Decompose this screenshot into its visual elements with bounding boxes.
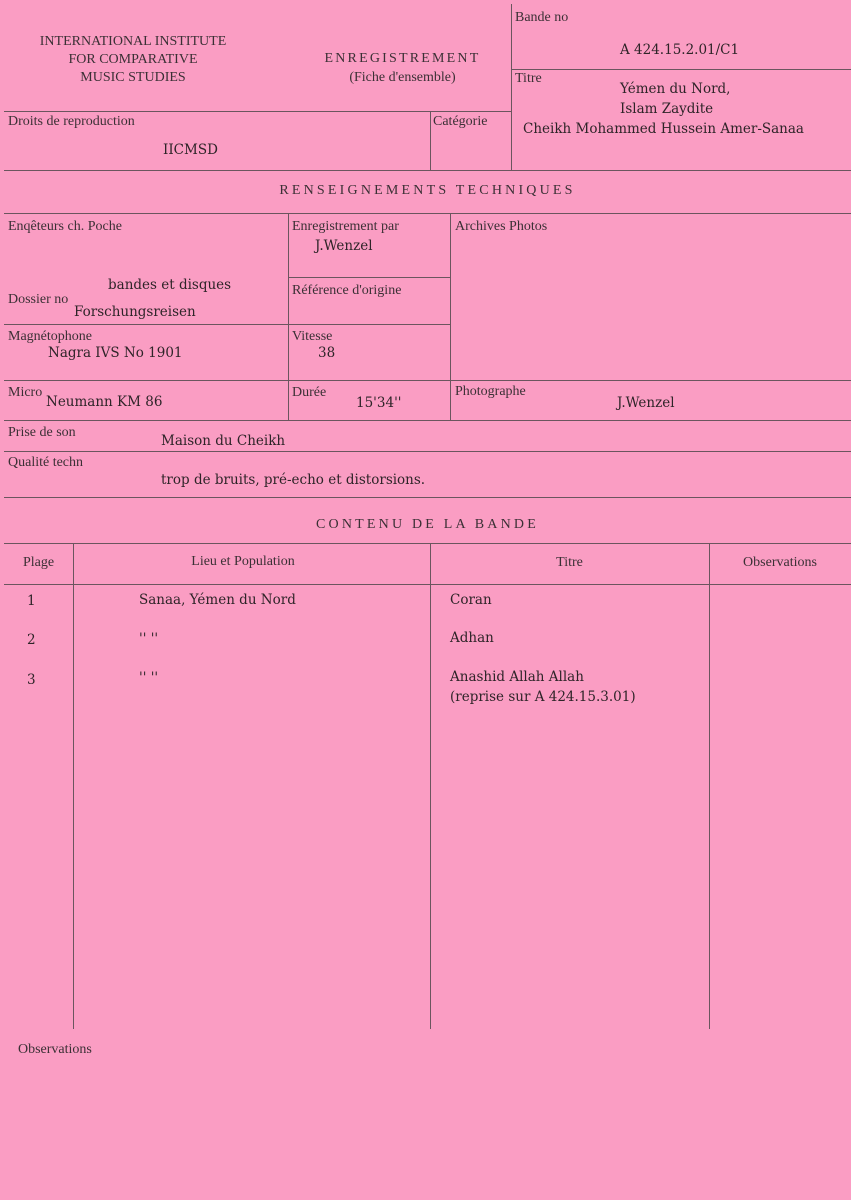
divider <box>511 4 512 170</box>
titre-line-3: Cheikh Mohammed Hussein Amer-Sanaa <box>523 121 804 137</box>
row-3-titre-line-2: (reprise sur A 424.15.3.01) <box>450 689 636 705</box>
divider <box>4 213 851 214</box>
enqueteurs-label: Enqêteurs ch. Poche <box>8 219 122 234</box>
row-3-titre-line-1: Anashid Allah Allah <box>450 669 584 685</box>
divider <box>4 170 851 171</box>
column-header-lieu: Lieu et Population <box>191 554 295 569</box>
row-3-lieu: '' '' <box>139 670 159 686</box>
row-1-plage: 1 <box>27 593 36 609</box>
enregistrement-par-label: Enregistrement par <box>292 219 399 234</box>
row-2-lieu: '' '' <box>139 631 159 647</box>
institute-line-3: MUSIC STUDIES <box>80 70 186 85</box>
magnetophone-value: Nagra IVS No 1901 <box>48 345 183 361</box>
divider <box>288 277 450 278</box>
photographe-label: Photographe <box>455 384 526 399</box>
divider <box>73 543 74 1029</box>
divider <box>4 451 851 452</box>
divider <box>4 497 851 498</box>
dossier-line-2: Forschungsreisen <box>74 304 196 320</box>
magnetophone-label: Magnétophone <box>8 329 92 344</box>
prise-de-son-value: Maison du Cheikh <box>161 433 286 449</box>
divider <box>4 324 450 325</box>
prise-de-son-label: Prise de son <box>8 425 76 440</box>
vitesse-value: 38 <box>318 345 336 361</box>
qualite-label: Qualité techn <box>8 455 84 470</box>
contenu-section-title: CONTENU DE LA BANDE <box>316 517 539 532</box>
vitesse-label: Vitesse <box>292 329 333 344</box>
droits-value: IICMSD <box>163 142 218 158</box>
divider <box>709 543 710 1029</box>
form-subtitle: (Fiche d'ensemble) <box>349 70 456 85</box>
tech-section-title: RENSEIGNEMENTS TECHNIQUES <box>279 183 576 198</box>
titre-label: Titre <box>515 71 542 86</box>
bande-label: Bande no <box>515 10 569 25</box>
divider <box>4 111 511 112</box>
divider <box>430 111 431 170</box>
institute-line-2: FOR COMPARATIVE <box>68 52 198 67</box>
column-header-titre: Titre <box>556 555 583 570</box>
archives-photos-label: Archives Photos <box>455 219 548 234</box>
duree-value: 15'34'' <box>356 395 402 411</box>
titre-line-1: Yémen du Nord, <box>620 81 731 97</box>
dossier-label: Dossier no <box>8 292 69 307</box>
column-header-plage: Plage <box>22 555 55 570</box>
photographe-value: J.Wenzel <box>617 395 675 411</box>
reference-label: Référence d'origine <box>292 283 402 298</box>
divider <box>4 584 851 585</box>
row-2-plage: 2 <box>27 632 36 648</box>
institute-line-1: INTERNATIONAL INSTITUTE <box>39 34 227 49</box>
bande-value: A 424.15.2.01/C1 <box>620 42 740 58</box>
enregistrement-par-value: J.Wenzel <box>315 238 373 254</box>
titre-line-2: Islam Zaydite <box>620 101 714 117</box>
divider <box>450 213 451 420</box>
droits-label: Droits de reproduction <box>8 114 135 129</box>
column-header-observations: Observations <box>743 555 817 570</box>
micro-value: Neumann KM 86 <box>46 394 163 410</box>
qualite-value: trop de bruits, pré-echo et distorsions. <box>161 472 426 488</box>
row-1-lieu: Sanaa, Yémen du Nord <box>139 592 296 608</box>
divider <box>511 69 851 70</box>
divider <box>4 420 851 421</box>
row-3-plage: 3 <box>27 672 36 688</box>
divider <box>4 543 851 544</box>
divider <box>430 543 431 1029</box>
divider <box>288 213 289 420</box>
micro-label: Micro <box>8 385 43 400</box>
row-2-titre: Adhan <box>450 630 494 646</box>
categorie-label: Catégorie <box>433 114 488 129</box>
form-title: ENREGISTREMENT <box>324 51 481 66</box>
duree-label: Durée <box>292 385 327 400</box>
observations-label: Observations <box>18 1042 92 1057</box>
row-1-titre: Coran <box>450 592 492 608</box>
divider <box>4 380 851 381</box>
dossier-line-1: bandes et disques <box>108 277 232 293</box>
